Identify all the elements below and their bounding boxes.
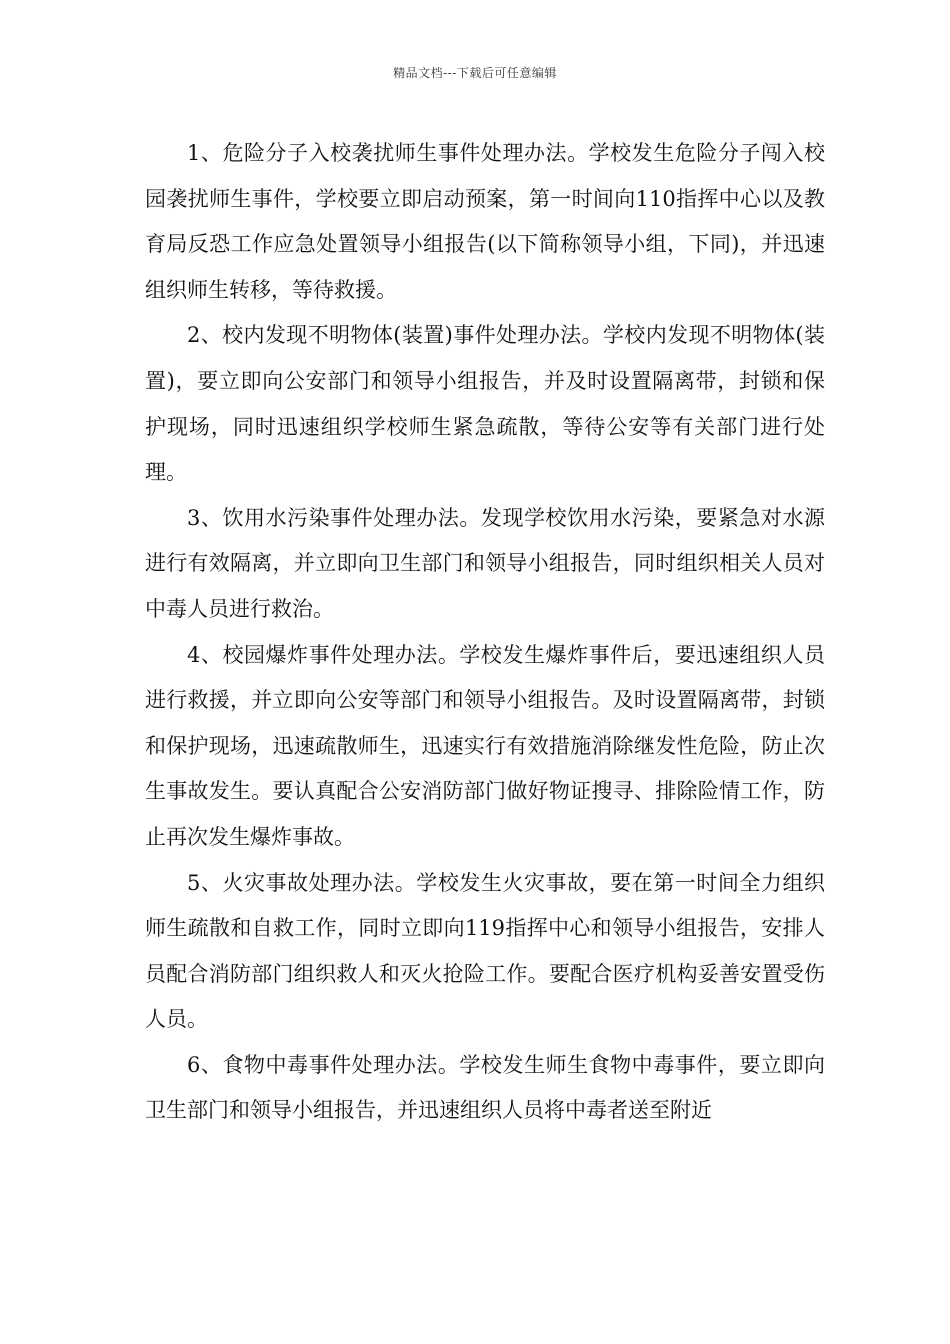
paragraph-4: 4、校园爆炸事件处理办法。学校发生爆炸事件后，要迅速组织人员进行救援，并立即向公安等部门和领导小组报告。及时设置隔离带，封锁和保护现场，迅速疏散师生，迅速实行有效措施消除继发性危险，防止次生事故发生。要认真配合公安消防部门做好物证搜寻、排除险情工作，防止再次发生爆炸事故。 (145, 642, 825, 849)
paragraph-1: 1、危险分子入校袭扰师生事件处理办法。学校发生危险分子闯入校园袭扰师生事件，学校要立即启动预案，第一时间向110指挥中心以及教育局反恐工作应急处置领导小组报告(以下简称领导小组，下同)，并迅速组织师生转移，等待救援。 (145, 141, 825, 302)
page-header: 精品文档---下载后可任意编辑 (393, 66, 557, 80)
paragraph-2: 2、校内发现不明物体(装置)事件处理办法。学校内发现不明物体(装置)，要立即向公安部门和领导小组报告，并及时设置隔离带，封锁和保护现场，同时迅速组织学校师生紧急疏散，等待公安等有关部门进行处理。 (145, 323, 825, 485)
paragraph-3: 3、饮用水污染事件处理办法。发现学校饮用水污染，要紧急对水源进行有效隔离，并立即向卫生部门和领导小组报告，同时组织相关人员对中毒人员进行救治。 (145, 505, 825, 621)
paragraph-5: 5、火灾事故处理办法。学校发生火灾事故，要在第一时间全力组织师生疏散和自救工作，同时立即向119指挥中心和领导小组报告，安排人员配合消防部门组织救人和灭火抢险工作。要配合医疗机构妥善安置受伤人员。 (145, 870, 825, 1032)
document-body (145, 131, 825, 1134)
paragraph-6: 6、食物中毒事件处理办法。学校发生师生食物中毒事件，要立即向卫生部门和领导小组报告，并迅速组织人员将中毒者送至附近 (145, 1052, 825, 1123)
